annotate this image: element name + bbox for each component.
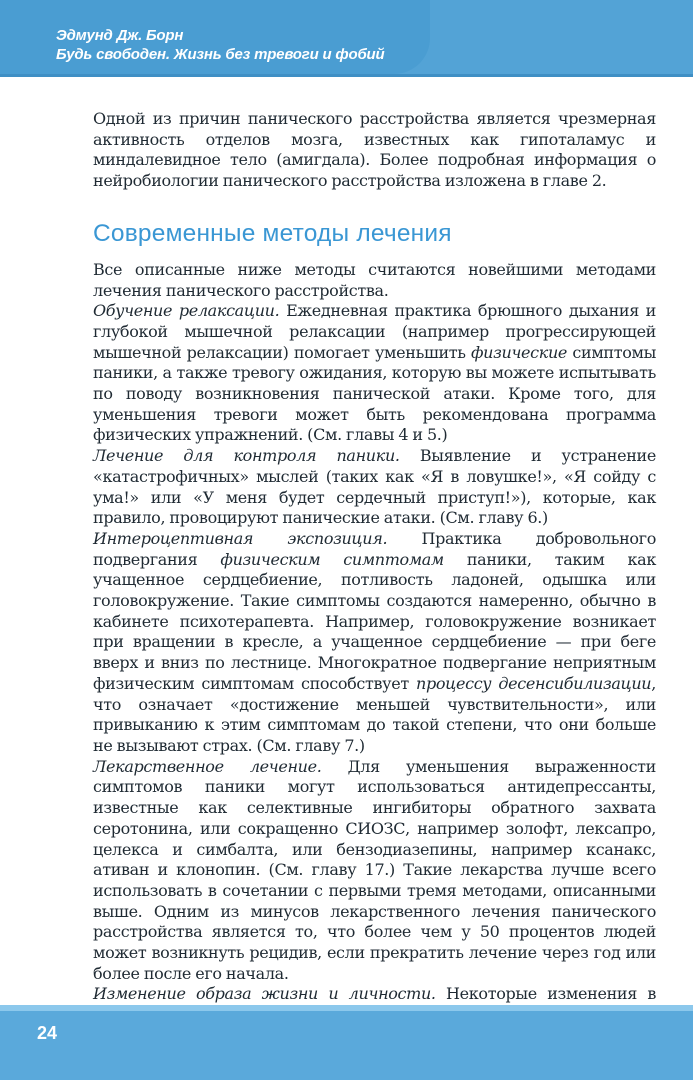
method-emphasis: процессу десенсибилизации — [416, 673, 652, 693]
section-intro: Все описанные ниже методы считаются новейшими методами лечения панического расстройства. — [93, 259, 656, 300]
method-emphasis: физические — [470, 342, 568, 362]
method-text: , что означает «достижение меньшей чувствительности», или привыканию к этим симптомам до такой степени, что они больше не вызывают страх. (См. главу 7.) — [93, 673, 656, 755]
page-footer — [0, 1005, 693, 1080]
header-author: Эдмунд Дж. Борн — [56, 27, 184, 44]
method-text: Выявление и устранение «катастрофичных» мыслей (таких как «Я в ловушке!», «Я сойду с ума!» или «У меня будет сердечный приступ!»), которые, как правило, провоцируют панические атаки. (См. главу 6.) — [93, 446, 656, 528]
method-term: Интероцептивная экспозиция. — [93, 528, 388, 548]
method-text: Некоторые изменения в — [446, 984, 656, 1004]
page-number: 24 — [37, 1023, 58, 1043]
section-heading: Современные методы лечения — [93, 219, 452, 247]
method-paragraph — [93, 757, 656, 985]
method-term: Обучение релаксации. — [93, 301, 280, 321]
method-text: паники, таким как учащенное сердцебиение, потливость ладоней, одышка или головокружение. Такие симптомы создаются намеренно, обычно в кабинете психотерапевта. Например, головокружение возникает при вращении в кресле, а учащенное сердцебиение — при беге вверх и вниз по лестнице. Многократное подвергание неприятным физическим симптомам способствует — [93, 549, 656, 693]
footer-divider — [0, 1005, 693, 1011]
intro-paragraph: Одной из причин панического расстройства является чрезмерная активность отделов мозга, известных как гипоталамус и миндалевидное тело (амигдала). Более подробная информация о нейробиологии панического расстройства изложена в главе 2. — [93, 109, 656, 191]
method-term: Лечение для контроля паники. — [93, 446, 400, 466]
running-header — [0, 0, 693, 77]
method-term: Лекарственное лечение. — [93, 756, 322, 776]
method-term: Изменение образа жизни и личности. — [93, 984, 436, 1004]
page-body — [93, 109, 656, 1047]
method-text: Практика добровольного подвергания — [93, 528, 657, 569]
method-paragraph — [93, 529, 656, 757]
method-paragraph — [93, 446, 656, 529]
method-text: симптомы паники, а также тревогу ожидания, которую вы можете испытывать по поводу возникновения панической атаки. Кроме того, для уменьшения тревоги может быть рекомендована программа физических упражнений. (См. главы 4 и 5.) — [93, 342, 656, 445]
method-text: Для уменьшения выраженности симптомов паники могут использоваться антидепрессанты, известные как селективные ингибиторы обратного захвата серотонина, или сокращенно СИОЗС, например золофт, лексапро, целекса и симбалта, или бензодиазепины, например ксанакс, ативан и клонопин. (См. главу 17.) Такие лекарства лучше всего использовать в сочетании с первыми тремя методами, описанными выше. Одним из минусов лекарственного лечения панического расстройства является то, что более чем у 50 процентов людей может возникнуть рецидив, если прекратить лечение через год или более после его начала. — [93, 756, 656, 983]
method-text: Ежедневная практика брюшного дыхания и глубокой мышечной релаксации (например прогрессирующей мышечной релаксации) помогает уменьшить — [93, 301, 656, 362]
method-paragraph — [93, 301, 656, 446]
method-emphasis: физическим симптомам — [220, 549, 444, 569]
header-book-title: Будь свободен. Жизнь без тревоги и фобий — [56, 46, 385, 63]
